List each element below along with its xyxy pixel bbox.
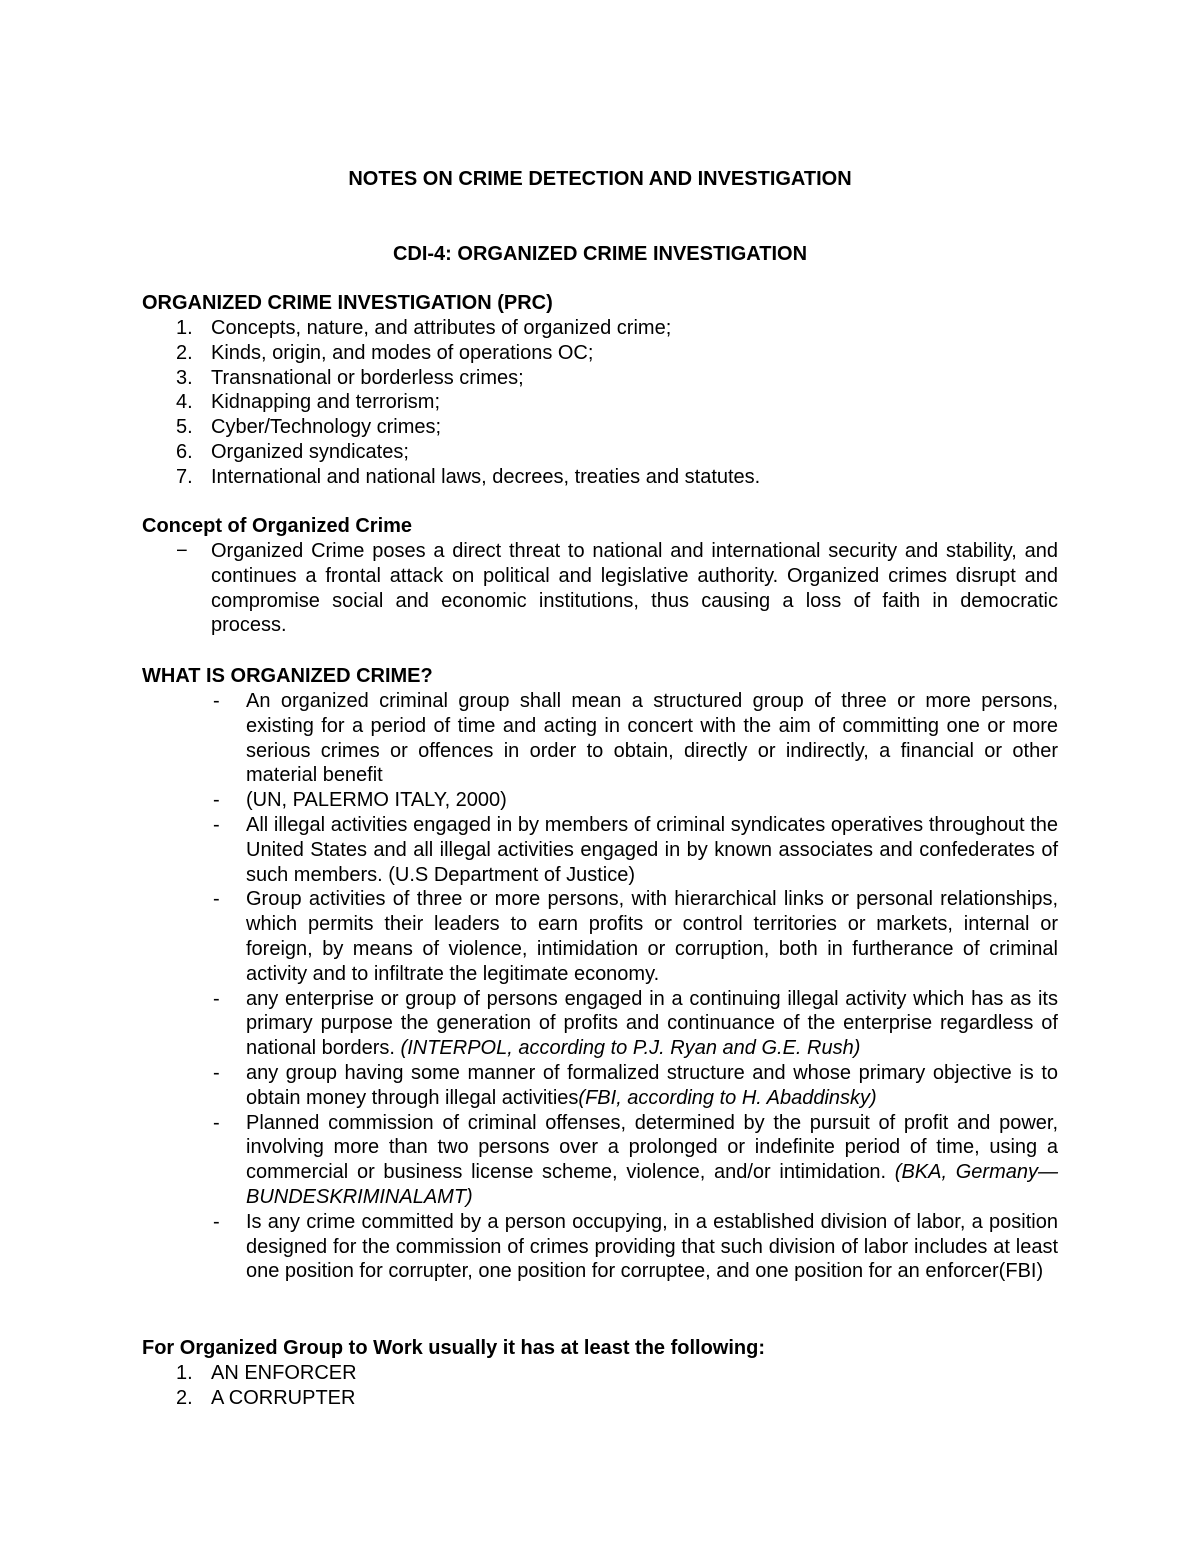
list-item-text: Kinds, origin, and modes of operations OC; — [211, 341, 594, 364]
section-heading-work: For Organized Group to Work usually it has at least the following: — [142, 1337, 766, 1359]
bullet-dash: - — [213, 1210, 220, 1233]
list-item-text: Transnational or borderless crimes; — [211, 366, 524, 389]
definition-item — [142, 689, 1058, 788]
definition-item — [142, 1061, 1058, 1111]
bullet-dash: - — [213, 987, 220, 1010]
definition-text: Planned commission of criminal offenses, determined by the pursuit of profit and power, involving more than two persons over a prolonged or indefinite period of time, using a commercial or business license scheme, violence, and/or intimidation. (BKA, Germany—BUNDESKRIMINALAMT) — [246, 1111, 1058, 1208]
list-item-text: AN ENFORCER — [211, 1362, 357, 1384]
list-item — [142, 465, 1058, 490]
source-citation: (INTERPOL, according to P.J. Ryan and G.E. Rush) — [400, 1037, 861, 1060]
list-item-text: Cyber/Technology crimes; — [211, 416, 442, 439]
document-subtitle: CDI-4: ORGANIZED CRIME INVESTIGATION — [392, 243, 808, 265]
bullet-dash: - — [213, 1061, 220, 1084]
definition-text: An organized criminal group shall mean a structured group of three or more persons, existing for a period of time and acting in concert with the aim of committing one or more serious crimes or offences in order to obtain, directly or indirectly, a financial or other material benefit — [246, 690, 1058, 787]
list-number: 3. — [176, 366, 193, 389]
bullet-dash: - — [213, 1111, 220, 1134]
section-heading-concept: Concept of Organized Crime — [142, 515, 413, 537]
list-item-text: A CORRUPTER — [211, 1386, 356, 1409]
list-number: 2. — [176, 341, 193, 364]
list-item — [142, 415, 1058, 440]
prc-topic-list — [142, 316, 1058, 490]
list-number: 5. — [176, 416, 193, 439]
bullet-dash: - — [213, 813, 220, 836]
list-item-text: Concepts, nature, and attributes of organized crime; — [211, 317, 672, 339]
source-citation: (BKA, Germany—BUNDESKRIMINALAMT) — [246, 1161, 1058, 1208]
list-item-text: Organized syndicates; — [211, 440, 409, 463]
definition-list — [142, 689, 1058, 1284]
definition-text: any group having some manner of formalized structure and whose primary objective is to obtain money through illegal activities(FBI, according to H. Abaddinsky) — [246, 1061, 1058, 1109]
definition-item — [142, 1210, 1058, 1284]
bullet-dash: - — [213, 690, 220, 712]
list-number: 2. — [176, 1386, 193, 1409]
source-citation: (FBI, according to H. Abaddinsky) — [578, 1086, 877, 1109]
concept-text: Organized Crime poses a direct threat to national and international security and stability, and continues a frontal attack on political and legislative authority. Organized crimes disrupt and compromise social and economic institutions, thus causing a loss of faith in democratic process. — [211, 540, 1058, 637]
definition-text: Is any crime committed by a person occupying, in a established division of labor, a position designed for the commission of crimes providing that such division of labor includes at least one position for corrupter, one position for corruptee, and one position for an enforcer(FBI) — [246, 1210, 1058, 1283]
list-item — [142, 366, 1058, 391]
list-number: 1. — [176, 317, 193, 339]
list-item — [142, 390, 1058, 415]
list-item — [142, 1386, 1058, 1411]
bullet-dash: - — [213, 789, 220, 812]
section-heading-prc: ORGANIZED CRIME INVESTIGATION (PRC) — [142, 292, 553, 314]
definition-item — [142, 887, 1058, 986]
list-item — [142, 316, 1058, 341]
list-item-text: International and national laws, decrees, treaties and statutes. — [211, 465, 761, 488]
definition-item — [142, 788, 1058, 813]
list-item — [142, 1361, 1058, 1386]
list-item — [142, 440, 1058, 465]
bullet-dash: - — [213, 888, 220, 911]
list-item-text: Kidnapping and terrorism; — [211, 391, 441, 414]
document-title: NOTES ON CRIME DETECTION AND INVESTIGATION — [348, 168, 852, 190]
list-item — [142, 341, 1058, 366]
list-item — [142, 539, 1058, 638]
list-number: 6. — [176, 440, 193, 463]
list-number: 1. — [176, 1362, 193, 1384]
definition-text: any enterprise or group of persons engaged in a continuing illegal activity which has as its primary purpose the generation of profits and continuance of the enterprise regardless of national borders. (INTERPOL, according to P.J. Ryan and G.E. Rush) — [246, 987, 1058, 1060]
definition-text: (UN, PALERMO ITALY, 2000) — [246, 789, 507, 812]
list-number: 4. — [176, 391, 193, 414]
definition-item — [142, 813, 1058, 887]
concept-block — [142, 539, 1058, 638]
work-list — [142, 1361, 1058, 1411]
bullet-dash: − — [176, 540, 188, 562]
definition-text: All illegal activities engaged in by members of criminal syndicates operatives throughout the United States and all illegal activities engaged in by known associates and confederates of such members. (U.S Department of Justice) — [246, 813, 1058, 886]
list-number: 7. — [176, 465, 193, 488]
definition-item — [142, 987, 1058, 1061]
definition-item — [142, 1111, 1058, 1210]
definition-text: Group activities of three or more persons, with hierarchical links or personal relationships, which permits their leaders to earn profits or control territories or markets, internal or foreign, by means of violence, intimidation or corruption, both in furtherance of criminal activity and to infiltrate the legitimate economy. — [246, 888, 1058, 985]
section-heading-what: WHAT IS ORGANIZED CRIME? — [142, 665, 433, 687]
